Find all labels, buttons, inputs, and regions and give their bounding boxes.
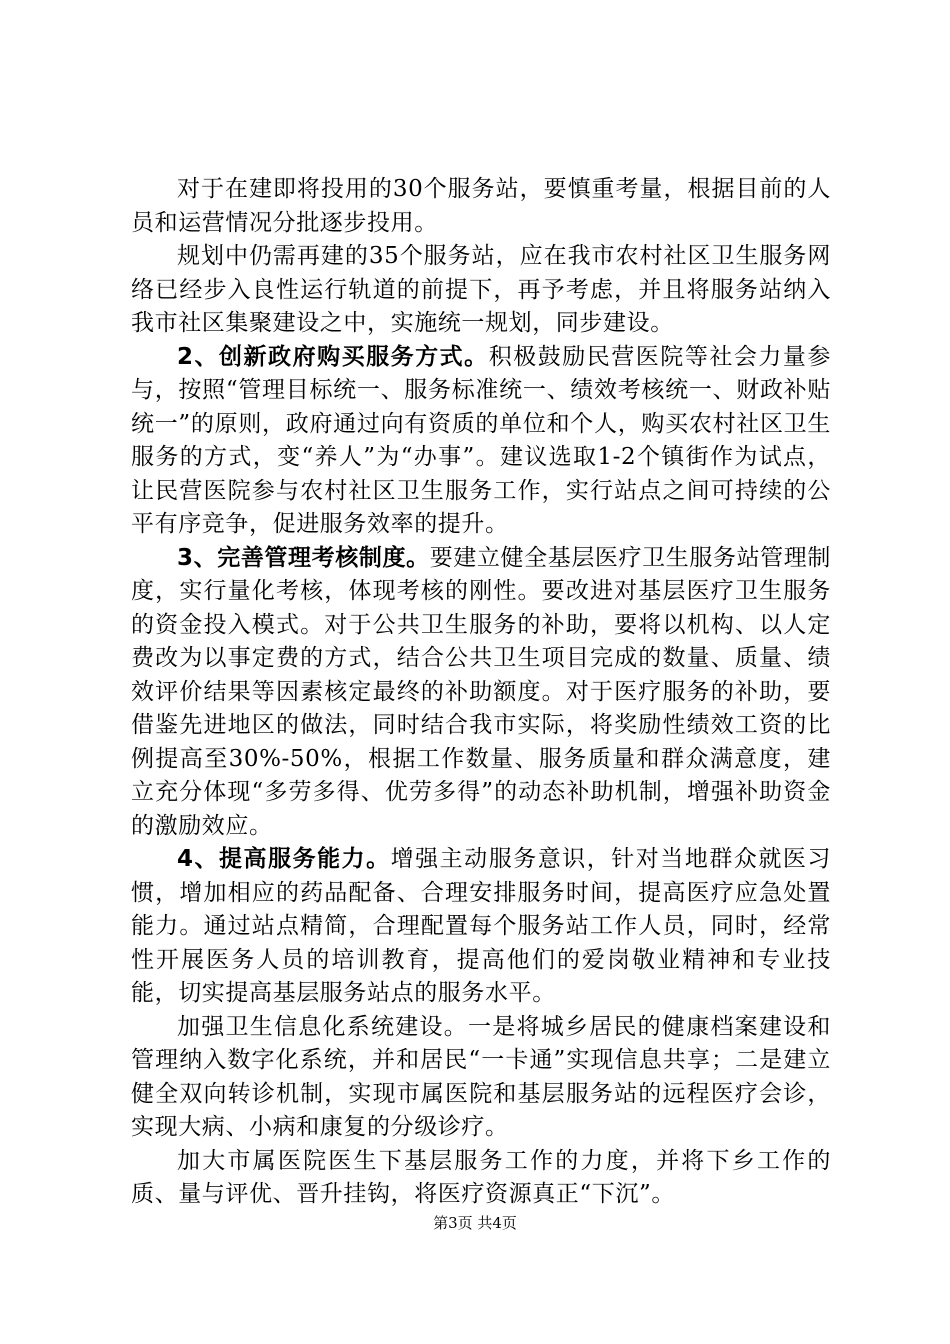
paragraph-3-heading: 2、创新政府购买服务方式。 — [177, 343, 489, 370]
paragraph-4-heading: 3、完善管理考核制度。 — [177, 544, 430, 571]
paragraph-1-text: 对于在建即将投用的30个服务站，要慎重考量，根据目前的人员和运营情况分批逐步投用。 — [131, 176, 831, 236]
paragraph-5-text: 增强主动服务意识，针对当地群众就医习惯，增加相应的药品配备、合理安排服务时间，提高医疗应急处置能力。通过站点精简，合理配置每个服务站工作人员，同时，经常性开展医务人员的培训教育，提高他们的爱岗敬业精神和专业技能，切实提高基层服务站点的服务水平。 — [131, 846, 831, 1006]
document-body — [131, 173, 831, 1212]
paragraph-3-text: 积极鼓励民营医院等社会力量参与，按照“管理目标统一、服务标准统一、绩效考核统一、财政补贴统一”的原则，政府通过向有资质的单位和个人，购买农村社区卫生服务的方式，变“养人”为“办事”。建议选取1-2个镇街作为试点，让民营医院参与农村社区卫生服务工作，实行站点之间可持续的公平有序竞争，促进服务效率的提升。 — [131, 343, 831, 537]
paragraph-7-text: 加大市属医院医生下基层服务工作的力度，并将下乡工作的质、量与评优、晋升挂钩，将医疗资源真正“下沉”。 — [131, 1147, 831, 1207]
paragraph-2 — [131, 240, 831, 341]
page-number: 第3页 共4页 — [433, 1214, 517, 1232]
paragraph-7 — [131, 1145, 831, 1212]
paragraph-5 — [131, 843, 831, 1011]
paragraph-6 — [131, 1011, 831, 1145]
paragraph-3 — [131, 341, 831, 542]
page-footer — [0, 1213, 950, 1233]
paragraph-4 — [131, 542, 831, 844]
paragraph-6-text: 加强卫生信息化系统建设。一是将城乡居民的健康档案建设和管理纳入数字化系统，并和居民“一卡通”实现信息共享；二是建立健全双向转诊机制，实现市属医院和基层服务站的远程医疗会诊，实现大病、小病和康复的分级诊疗。 — [131, 1013, 831, 1140]
paragraph-2-text: 规划中仍需再建的35个服务站，应在我市农村社区卫生服务网络已经步入良性运行轨道的前提下，再予考虑，并且将服务站纳入我市社区集聚建设之中，实施统一规划，同步建设。 — [131, 243, 831, 336]
paragraph-4-text: 要建立健全基层医疗卫生服务站管理制度，实行量化考核，体现考核的刚性。要改进对基层医疗卫生服务的资金投入模式。对于公共卫生服务的补助，要将以机构、以人定费改为以事定费的方式，结合公共卫生项目完成的数量、质量、绩效评价结果等因素核定最终的补助额度。对于医疗服务的补助，要借鉴先进地区的做法，同时结合我市实际，将奖励性绩效工资的比例提高至30%-50%，根据工作数量、服务质量和群众满意度，建立充分体现“多劳多得、优劳多得”的动态补助机制，增强补助资金的激励效应。 — [131, 544, 831, 839]
paragraph-5-heading: 4、提高服务能力。 — [177, 846, 391, 872]
paragraph-1 — [131, 173, 831, 240]
